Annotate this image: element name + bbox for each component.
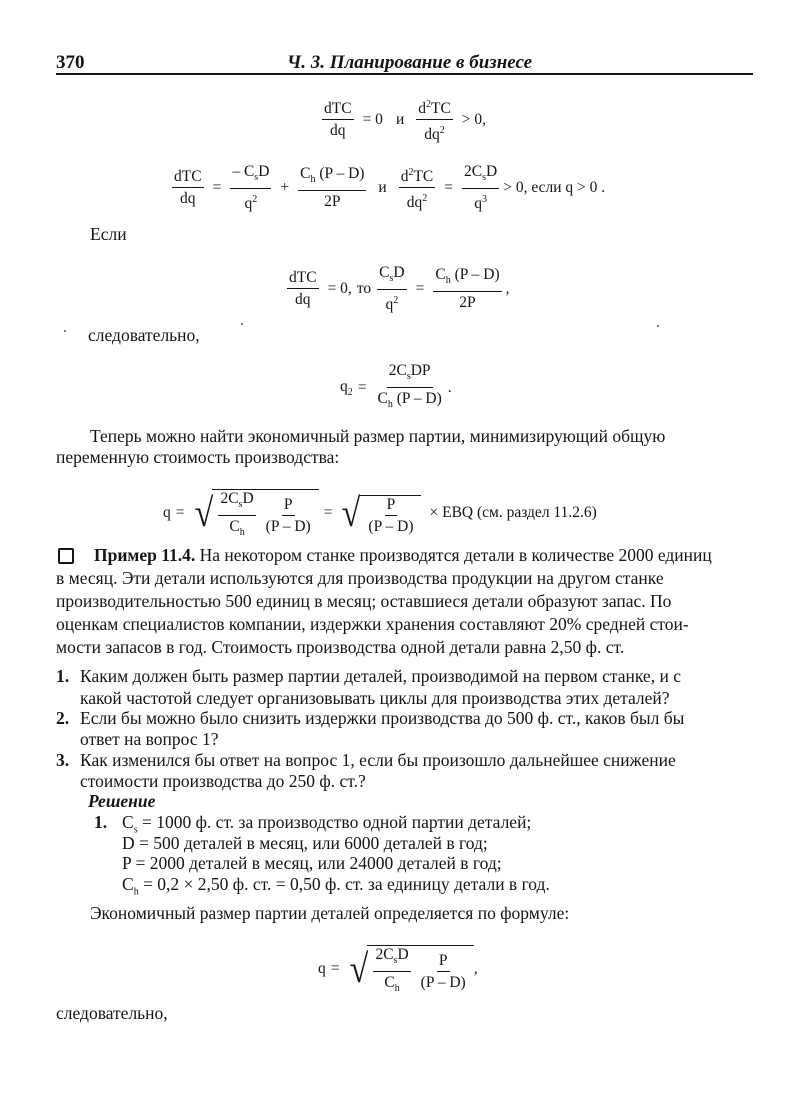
example-line-4: оценкам специалистов компании, издержки хранения составляют 20% средней стои- xyxy=(56,614,689,634)
question-2-line-1: Если бы можно было снизить издержки производства до 500 ф. ст., каков был бы xyxy=(80,708,685,728)
solution-p: P = 2000 деталей в месяц, или 24000 деталей в год; xyxy=(122,853,502,873)
solution-d: D = 500 деталей в месяц, или 6000 деталей в год; xyxy=(122,833,488,853)
text-ebq-intro: Экономичный размер партии деталей определяется по формуле: xyxy=(90,903,570,923)
equation-ebq-formula: q = √ $\frac{2C_sD}{C_h}$ $\frac{P}{(P - D)}$ , xyxy=(318,940,478,997)
question-1-line-1: Каким должен быть размер партии деталей, производимой на первом станке, и с xyxy=(80,666,681,686)
example-line-3: производительностью 500 единиц в месяц; оставшиеся детали образуют запас. По xyxy=(56,591,672,611)
equation-optimality-conditions: $\frac{\text{dTC}}{dq}$ = 0 и $\frac{d^2TC}{dq^2}$ > 0, xyxy=(318,96,491,143)
example-line-1: Пример 11.4. На некотором станке производятся детали в количестве 2000 единиц xyxy=(94,545,712,565)
page-number: 370 xyxy=(56,52,85,73)
question-2-line-2: ответ на вопрос 1? xyxy=(80,729,219,749)
example-line-5: мости запасов в год. Стоимость производства одной детали равна 2,50 ф. ст. xyxy=(56,637,625,657)
text-sledovatelno-2: следовательно, xyxy=(56,1003,168,1023)
running-head: Ч. 3. Планирование в бизнесе xyxy=(287,52,533,73)
scan-speck xyxy=(64,330,66,332)
question-3-line-1: Как изменился бы ответ на вопрос 1, если бы произошло дальнейшее снижение xyxy=(80,750,676,770)
question-3-line-2: стоимости производства до 250 ф. ст.? xyxy=(80,771,366,791)
example-marker-box xyxy=(58,548,74,564)
example-line-2: в месяц. Эти детали используются для производства продукции на другом станке xyxy=(56,568,664,588)
equation-q-squared: $q_2$ = $\frac{2C_sDP}{C_h (P - D)}$ . xyxy=(340,362,452,411)
question-number-3: 3. xyxy=(56,750,70,770)
question-number-2: 2. xyxy=(56,708,70,728)
example-label: Пример 11.4. xyxy=(94,545,196,565)
equation-derivatives: $\frac{\text{dTC}}{dq}$ = $\frac{- C_sD}{q^2}$ + $\frac{C_h (P - D)}{2P}$ и $\frac{d^2TC}{dq^2}$ = $\frac{2C_sD}{q^3}$ > 0, если q > 0 . xyxy=(174,163,606,213)
text-teper-line2: переменную стоимость производства: xyxy=(56,447,340,467)
text-sledovatelno-1: следовательно, xyxy=(88,325,200,345)
question-1-line-2: какой частотой следует организовывать циклы для производства этих деталей? xyxy=(80,688,670,708)
equation-first-order-condition: $\frac{\text{dTC}}{dq}$ = 0, то $\frac{C_sD}{q^2}$ = $\frac{C_h (P - D)}{2P}$ , xyxy=(289,264,510,314)
scan-speck xyxy=(657,325,659,327)
header-rule xyxy=(56,73,753,75)
question-number-1: 1. xyxy=(56,666,70,686)
text-esli: Если xyxy=(90,224,127,244)
solution-number-1: 1. xyxy=(94,812,108,832)
solution-ch: $C_h = 0,2 \times 2,50$ ф. ст. = 0,50 ф. ст. за единицу детали в год. xyxy=(122,874,550,898)
equation-ebq-production: q = √ $\frac{2C_sD}{C_h}$ $\frac{P}{(P - D)}$ = √ $\frac{P}{(P - D)}$ × EBQ (см. раздел 11.2.6) xyxy=(163,484,597,541)
solution-cs: $C_s = 1000$ ф. ст. за производство одной партии деталей; xyxy=(122,812,532,836)
text-teper-line1: Теперь можно найти экономичный размер партии, минимизирующий общую xyxy=(90,426,666,446)
scan-speck xyxy=(241,323,243,325)
solution-heading: Решение xyxy=(88,791,156,811)
